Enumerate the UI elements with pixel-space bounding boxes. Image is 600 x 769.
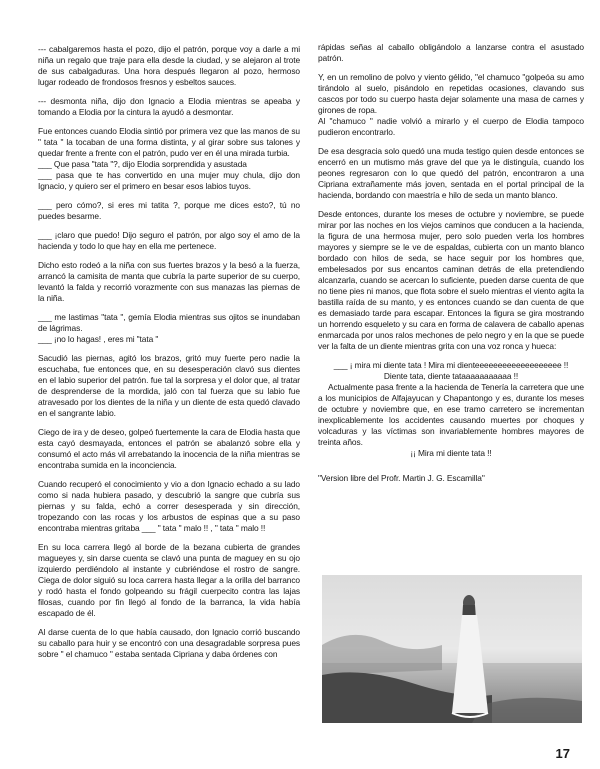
paragraph: ___ me lastimas "tata ", gemía Elodia mientras sus ojitos se inundaban de lágrimas. ___ ¡no lo hagas! , eres mi "tata " bbox=[38, 312, 300, 344]
paragraph: Dicho esto rodeó a la niña con sus fuertes brazos y la besó a la fuerza, arrancó la camisita de manta que cubría la parte superior de su cuerpo, levantó la falda y recorrió vorazmente con sus manazas las piernas de la niña. bbox=[38, 260, 300, 303]
paragraph: En su loca carrera llegó al borde de la bezana cubierta de grandes magueyes y, sin darse cuenta se clavó una punta de maguey en su ojo izquierdo perdiéndolo al instante y cubriéndose el rostro de sangre. Ciega de dolor siguió su loca carrera hasta llegar a la orilla del barranco y rodó hasta el fondo golpeando su frágil cuerpecito contra las lajas filosas, cuando por fin llegó al fondo de la barranca, la vida había escapado de él. bbox=[38, 542, 300, 618]
paragraph: rápidas señas al caballo obligándolo a lanzarse contra el asustado patrón. bbox=[318, 42, 584, 63]
page-number: 17 bbox=[555, 746, 570, 761]
ghost-woman-photo bbox=[322, 575, 582, 723]
paragraph: --- desmonta niña, dijo don Ignacio a Elodia mientras se apeaba y tomando a Elodia por la cintura la ayudó a desmontar. bbox=[38, 96, 300, 117]
misty-lake-figure-image bbox=[322, 575, 582, 723]
paragraph: Desde entonces, durante los meses de octubre y noviembre, se puede mirar por las noches en los viejos caminos que conducen a la hacienda, la figura de una hermosa mujer, pero solo pueden verla los hombres mayores y siempre se le ve de espaldas, cubierta con un manto blanco bordado con hilos de seda, se hace seguir por los hombres que, embelesados por sus encantos caminan detrás de ella pretendiendo alcanzarla, cuando se acercan lo suficiente, pueden darse cuenta de que no tiene pies ni manos, que flota sobre el suelo mientras el viento agita la bastilla raída de su manto, y es entonces cuando se dan cuenta de que es demasiado tarde para escapar. Entonces la figura se gira mostrando un horrendo esqueleto y su cara en forma de calavera de caballo apenas enmarcada por unos ralos mechones de pelo negro y en la que se puede ver la falta de un diente mientras grita con una voz ronca y hueca: bbox=[318, 209, 584, 351]
paragraph: De esa desgracia solo quedó una muda testigo quien desde entonces se encerró en un mutismo más grave del que ya le distinguía, cuando los peones regresaron con lo que quedó del patrón, encontraron a una Cipriana extrañamente más joven, sentada en el portal principal de la hacienda, bordando con maestría e hilo de seda un manto blanco. bbox=[318, 146, 584, 200]
paragraph: Sacudió las piernas, agitó los brazos, gritó muy fuerte pero nadie la escuchaba, fue entonces que, en su desesperación clavó sus dientes en el labio superior del patrón. fue tal la sorpresa y el dolor que, al tratar de desprenderse de la mordida, jaló con tal fuerza que su labio fue atravesado por los dientes de la niña y un diente de esta quedó clavado en el sangrante labio. bbox=[38, 353, 300, 418]
paragraph: Ciego de ira y de deseo, golpeó fuertemente la cara de Elodia hasta que esta cayó desmayada, entonces el patrón se abalanzó sobre ella y consumó el acto más vil arrebatando la inocencia de la niña mientras se encontraba sumida en la inconciencia. bbox=[38, 427, 301, 470]
paragraph: Al darse cuenta de lo que había causado, don Ignacio corrió buscando su caballo para huir y se encontró con una desagradable sorpresa pues sobre " el chamuco " estaba sentada Cipriana y daba órdenes con bbox=[38, 627, 300, 659]
paragraph: Y, en un remolino de polvo y viento gélido, "el chamuco "golpeóa su amo tirándolo al suelo, pisándolo en repetidas ocasiones, clavando sus cascos por todo su cuerpo hasta dejar solamente una masa de carnes y girones de ropa. Al "chamuco " nadie volvió a mirarlo y el cuerpo de Elodia tampoco pudieron encontrarlo. bbox=[318, 72, 584, 137]
ghost-cry-line: ___ ¡ mira mi diente tata ! Mira mi dienteeeeeeeeeeeeeeeeeee !! bbox=[333, 360, 569, 370]
ghost-cry-line: ¡¡ Mira mi diente tata !! bbox=[410, 448, 492, 458]
paragraph: Cuando recuperó el conocimiento y vio a don Ignacio echado a su lado como si nada hubiera pasado, y descubrió la sangre que cubría sus piernas y su falda, echó a correr desesperada y sin dirección, tropezando con las rocas y los arbustos de espinas que a su paso encontraba mientras gritaba ___ " tata " malo !! , " tata " malo !! bbox=[38, 479, 300, 533]
author-credit: "Version libre del Profr. Martin J. G. Escamilla" bbox=[318, 473, 485, 483]
paragraph: ___ ¡claro que puedo! Dijo seguro el patrón, por algo soy el amo de la hacienda y todo lo que hay en ella me pertenece. bbox=[38, 230, 300, 251]
ghost-cry-line: Diente tata, diente tataaaaaaaaaaa !! bbox=[383, 371, 519, 381]
left-column bbox=[38, 44, 300, 668]
paragraph: Fue entonces cuando Elodia sintió por primera vez que las manos de su " tata " la tocaban de una forma distinta, y al girar sobre sus talones y quedar frente a frente con el patrón, pudo ver en él una mirada turbia. ___ Que pasa "tata "?, dijo Elodia sorprendida y asustada ___ pasa que te has convertido en una mujer muy chula, dijo don Ignacio, y quiero ser el primero en besar esos labios tuyos. bbox=[38, 126, 300, 191]
right-column bbox=[318, 42, 584, 488]
closing-paragraph: Actualmente pasa frente a la hacienda de Tenería la carretera que une a los municipios de Alfajayucan y Chapantongo y es, durante los meses de octubre y noviembre que, en ese tramo carretero se incrementan inexplicablemente los accidentes causando muertes por choques y volcaduras y las víctimas son invariablemente hombres mayores de treinta años. bbox=[318, 382, 584, 447]
paragraph: ___ pero cómo?, si eres mi tatita ?, porque me dices esto?, tú no puedes besarme. bbox=[38, 200, 300, 221]
paragraph: --- cabalgaremos hasta el pozo, dijo el patrón, porque voy a darle a mi niña un regalo que traje para ella desde la ciudad, y se alejaron al trote de sus cabalgaduras. Una hora después llegaron al pozo, hermoso lugar rodeado de frondosos fresnos y esbeltos sauces. bbox=[38, 44, 300, 87]
